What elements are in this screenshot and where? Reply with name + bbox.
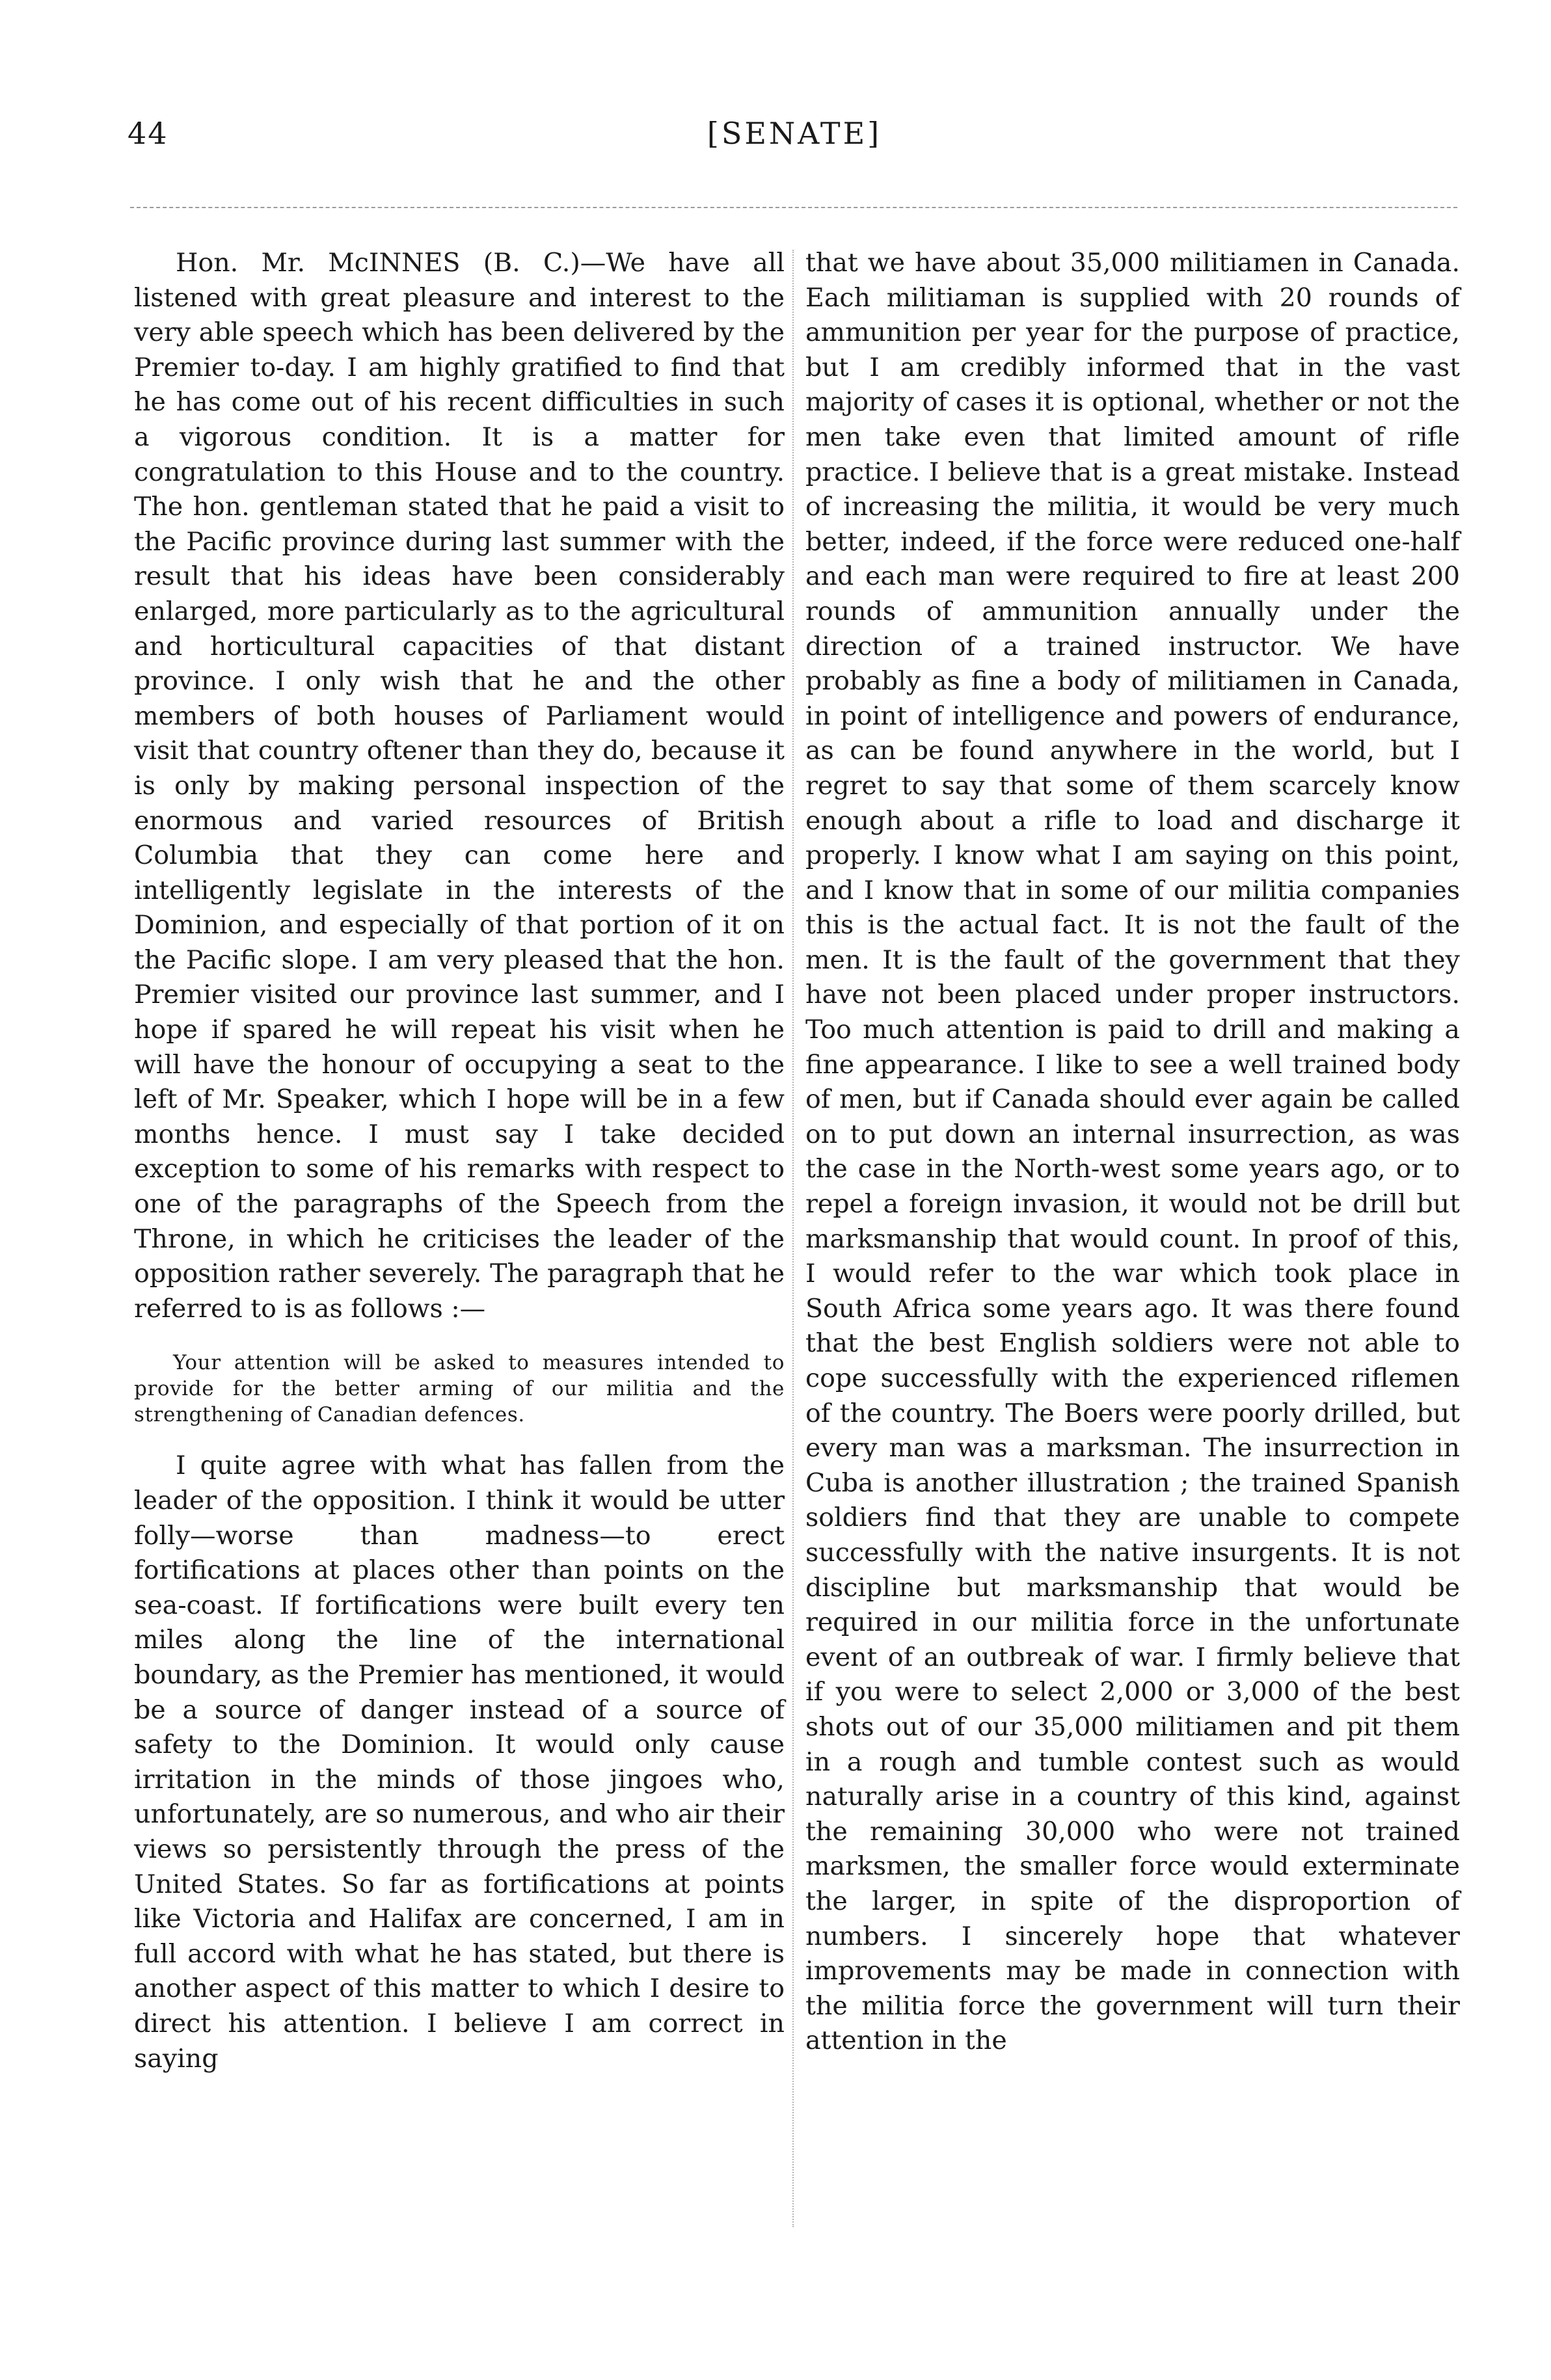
- running-head: [SENATE]: [707, 116, 882, 151]
- right-column: [805, 246, 1460, 2059]
- header-rule: [130, 207, 1457, 208]
- speech-paragraph: I quite agree with what has fallen from the leader of the opposition. I think it would be utter folly—worse than madness—to erect fortifications at places other than points on the sea-coast. If fortifications were built every ten miles along the line of the international boundary, as the Premier has mentioned, it would be a source of danger instead of a source of safety to the Dominion. It would only cause irritation in the minds of those jingoes who, unfortunately, are so numerous, and who air their views so persistently through the press of the United States. So far as fortifications at points like Victoria and Halifax are concerned, I am in full accord with what he has stated, but there is another aspect of this matter to which I desire to direct his attention. I believe I am correct in saying: [134, 1451, 785, 2074]
- left-column: [134, 246, 785, 2076]
- speech-paragraph: that we have about 35,000 militiamen in Canada. Each militiaman is supplied with 20 rounds of ammunition per year for the purpose of practice, but I am credibly informed that in the vast majority of cases it is optional, whether or not the men take even that limited amount of rifle practice. I believe that is a great mistake. Instead of increasing the militia, it would be very much better, indeed, if the force were reduced one-half and each man were required to fire at least 200 rounds of ammunition annually under the direction of a trained instructor. We have probably as fine a body of militiamen in Canada, in point of intelligence and powers of endurance, as can be found anywhere in the world, but I regret to say that some of them scarcely know enough about a rifle to load and discharge it properly. I know what I am saying on this point, and I know that in some of our militia companies this is the actual fact. It is not the fault of the men. It is the fault of the government that they have not been placed under proper instructors. Too much attention is paid to drill and making a fine appearance. I like to see a well trained body of men, but if Canada should ever again be called on to put down an internal insurrection, as was the case in the North-west some years ago, or to repel a foreign invasion, it would not be drill but marksmanship that would count. In proof of this, I would refer to the war which took place in South Africa some years ago. It was there found that the best English soldiers were not able to cope successfully with the experienced riflemen of the country. The Boers were poorly drilled, but every man was a marksman. The insurrection in Cuba is another illustration ; the trained Spanish soldiers find that they are unable to compete successfully with the native insurgents. It is not discipline but marksmanship that would be required in our militia force in the unfortunate event of an outbreak of war. I firmly believe that if you were to select 2,000 or 3,000 of the best shots out of our 35,000 militiamen and pit them in a rough and tumble contest such as would naturally arise in a country of this kind, against the remaining 30,000 who were not trained marksmen, the smaller force would exterminate the larger, in spite of the disproportion of numbers. I sincerely hope that whatever improvements may be made in connection with the militia force the government will turn their attention in the: [805, 248, 1460, 2056]
- speech-paragraph: Hon. Mr. McINNES (B. C.)—We have all listened with great pleasure and interest to the very able speech which has been delivered by the Premier to-day. I am highly gratified to find that he has come out of his recent difficulties in such a vigorous condition. It is a matter for congratulation to this House and to the country. The hon. gentleman stated that he paid a visit to the Pacific province during last summer with the result that his ideas have been considerably enlarged, more particularly as to the agricultural and horticultural capacities of that distant province. I only wish that he and the other members of both houses of Parliament would visit that country oftener than they do, because it is only by making personal inspection of the enormous and varied resources of British Columbia that they can come here and intelligently legislate in the interests of the Dominion, and especially of that portion of it on the Pacific slope. I am very pleased that the hon. Premier visited our province last summer, and I hope if spared he will repeat his visit when he will have the honour of occupying a seat to the left of Mr. Speaker, which I hope will be in a few months hence. I must say I take decided exception to some of his remarks with respect to one of the paragraphs of the Speech from the Throne, in which he criticises the leader of the opposition rather severely. The paragraph that he referred to is as follows :—: [134, 248, 785, 1324]
- page-header: [128, 116, 1461, 161]
- block-quote: Your attention will be asked to measures intended to provide for the better arming of our militia and the strengthening of Canadian defences.: [134, 1351, 785, 1427]
- column-separator: [792, 250, 794, 2227]
- page-number: 44: [128, 116, 169, 151]
